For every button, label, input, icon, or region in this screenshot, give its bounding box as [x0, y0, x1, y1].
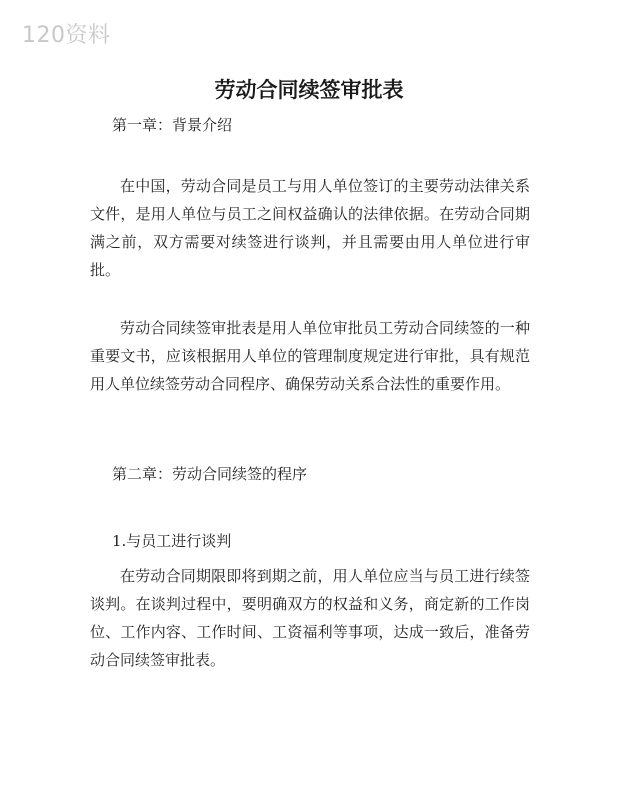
section-1-paragraph: 在劳动合同期限即将到期之前，用人单位应当与员工进行续签谈判。在谈判过程中，要明确双方的权益和义务，商定新的工作岗位、工作内容、工作时间、工资福利等事项，达成一致后，准备劳动合同续签审批表。 — [90, 567, 530, 669]
watermark-logo: 120资料 — [22, 23, 111, 48]
document-title: 劳动合同续签审批表 — [214, 77, 404, 102]
chapter-1-paragraph-1: 在中国，劳动合同是员工与用人单位签订的主要劳动法律关系文件，是用人单位与员工之间权益确认的法律依据。在劳动合同期满之前，双方需要对续签进行谈判，并且需要由用人单位进行审批。 — [90, 177, 530, 279]
chapter-2-heading: 第二章：劳动合同续签的程序 — [112, 465, 308, 483]
chapter-1-heading: 第一章：背景介绍 — [112, 116, 233, 134]
section-1-heading: 1.与员工进行谈判 — [112, 532, 232, 550]
chapter-1-paragraph-2: 劳动合同续签审批表是用人单位审批员工劳动合同续签的一种重要文书，应该根据用人单位的管理制度规定进行审批，具有规范用人单位续签劳动合同程序、确保劳动关系合法性的重要作用。 — [90, 319, 530, 393]
